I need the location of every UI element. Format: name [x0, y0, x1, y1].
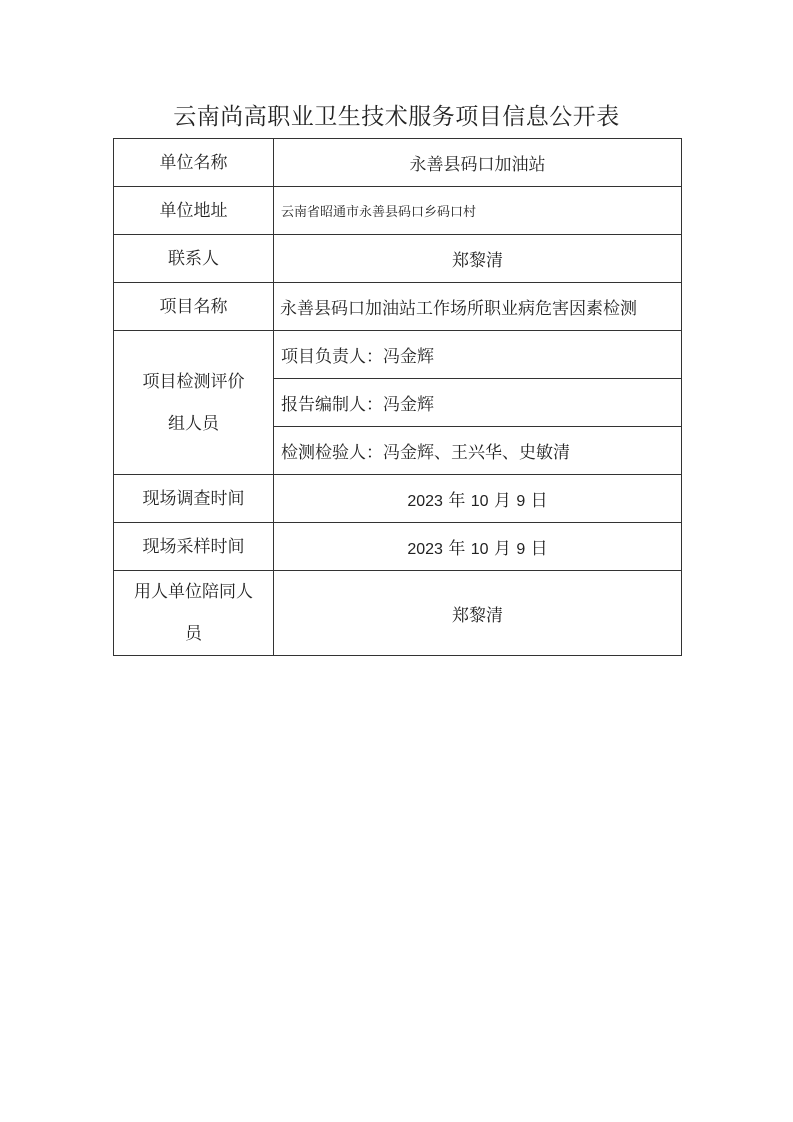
team-member-author: 报告编制人：冯金辉: [274, 379, 682, 427]
project-name-label: 项目名称: [114, 283, 274, 331]
page-title: 云南尚高职业卫生技术服务项目信息公开表: [173, 104, 620, 130]
sampling-month-unit: 月: [493, 539, 511, 559]
survey-month-unit: 月: [493, 491, 511, 511]
escort-label: [114, 571, 274, 656]
table-row-survey-time: [114, 475, 682, 523]
escort-label-line2: 员: [185, 624, 202, 644]
unit-name-label: 单位名称: [114, 139, 274, 187]
table-row-contact: [114, 235, 682, 283]
survey-year-unit: 年: [448, 491, 466, 511]
sampling-day: 9: [516, 541, 526, 558]
escort-label-line1: 用人单位陪同人: [134, 582, 253, 602]
table-row-sampling-time: [114, 523, 682, 571]
contact-value: 郑黎清: [274, 235, 682, 283]
sampling-time-label: 现场采样时间: [114, 523, 274, 571]
survey-day-unit: 日: [530, 491, 548, 511]
team-member-inspectors: 检测检验人：冯金辉、王兴华、史敏清: [274, 427, 682, 475]
unit-name-value: 永善县码口加油站: [274, 139, 682, 187]
team-label: [114, 331, 274, 475]
project-name-value: 永善县码口加油站工作场所职业病危害因素检测: [274, 283, 682, 331]
unit-address-value: 云南省昭通市永善县码口乡码口村: [274, 187, 682, 235]
sampling-year-unit: 年: [448, 539, 466, 559]
sampling-year: 2023: [407, 541, 443, 558]
survey-month: 10: [470, 493, 489, 510]
info-table: [113, 138, 682, 656]
sampling-day-unit: 日: [530, 539, 548, 559]
table-row-project-name: [114, 283, 682, 331]
table-row-unit-address: [114, 187, 682, 235]
sampling-month: 10: [470, 541, 489, 558]
survey-time-value: [274, 475, 682, 523]
table-row-unit-name: [114, 139, 682, 187]
team-member-leader: 项目负责人：冯金辉: [274, 331, 682, 379]
escort-value: 郑黎清: [274, 571, 682, 656]
table-row-escort: [114, 571, 682, 656]
team-label-line1: 项目检测评价: [142, 371, 245, 392]
contact-label: 联系人: [114, 235, 274, 283]
survey-day: 9: [516, 493, 526, 510]
sampling-time-value: [274, 523, 682, 571]
unit-address-label: 单位地址: [114, 187, 274, 235]
table-row-team-leader: [114, 331, 682, 379]
survey-year: 2023: [407, 493, 443, 510]
survey-time-label: 现场调查时间: [114, 475, 274, 523]
team-label-line2: 组人员: [168, 413, 219, 434]
